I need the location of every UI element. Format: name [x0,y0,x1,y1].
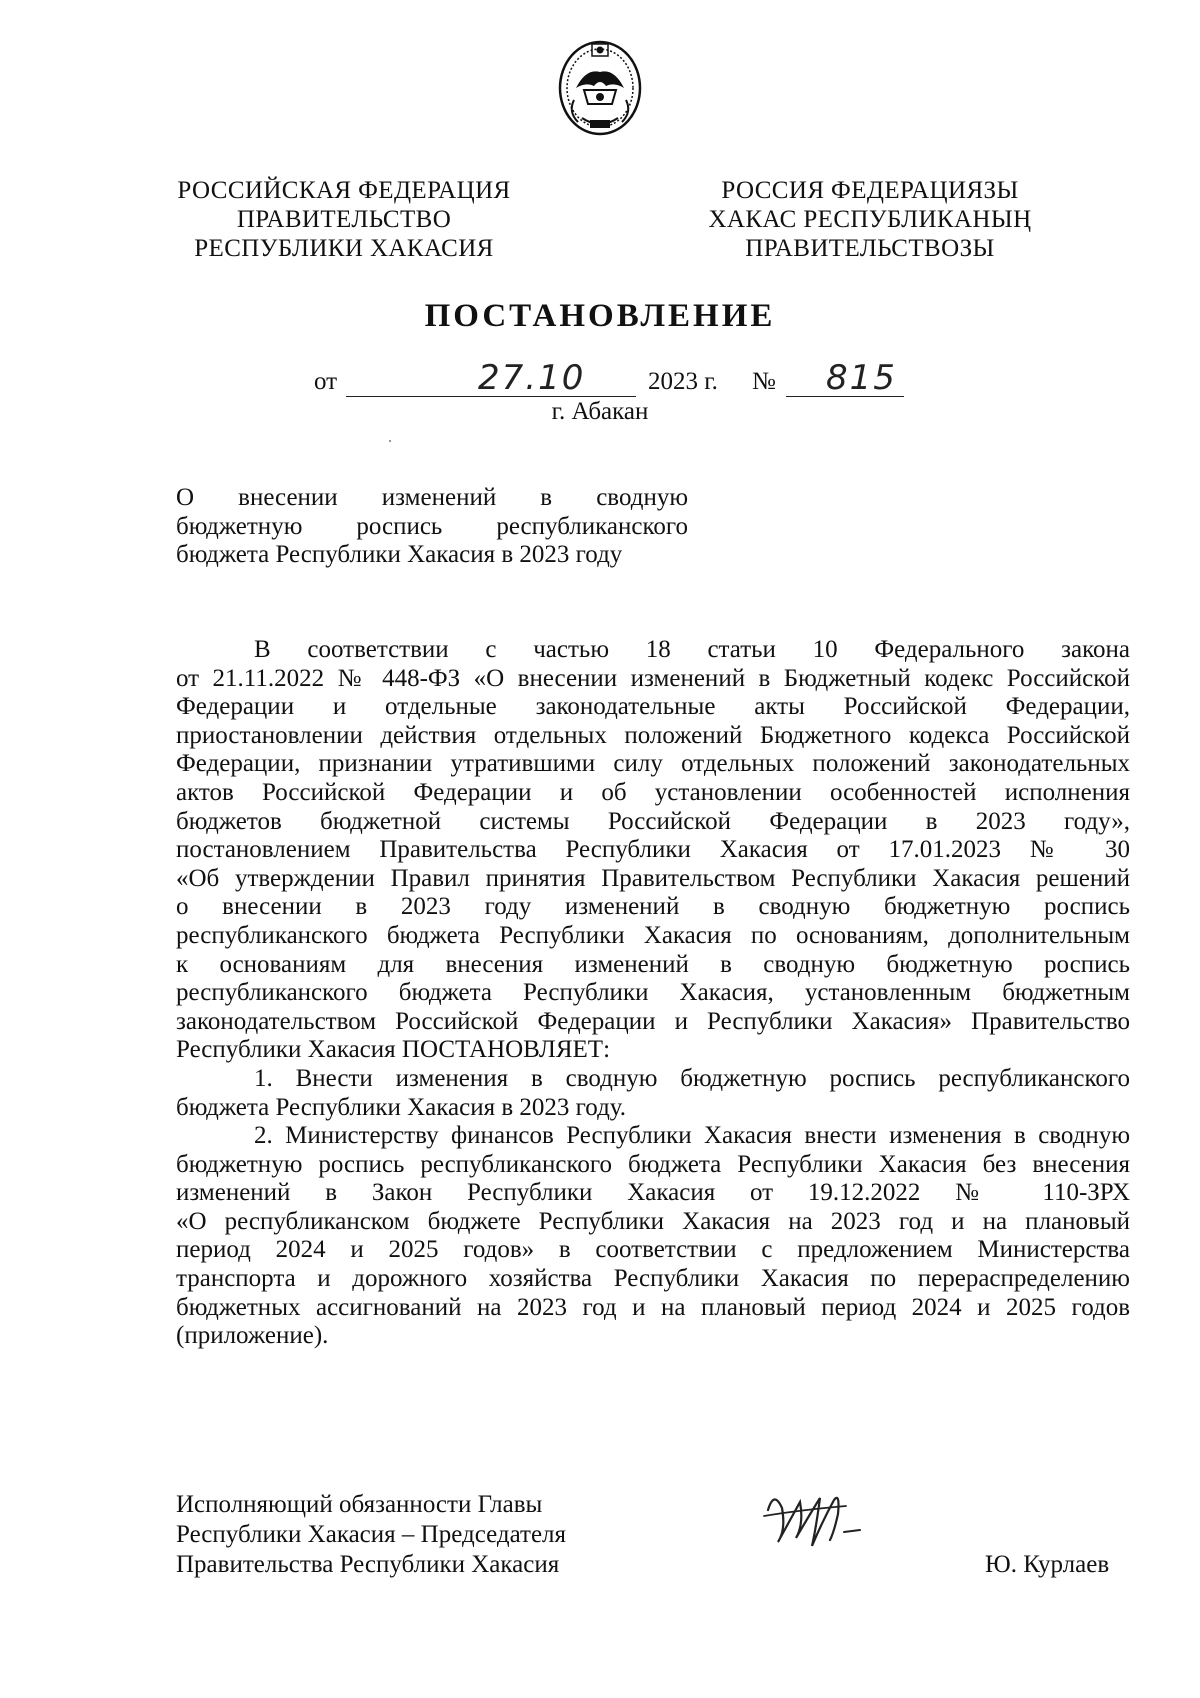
body-line: изменений в Закон Республики Хакасия от 19.12.2022 № 110-ЗРХ [176,1179,1130,1207]
coat-of-arms-icon [554,38,646,138]
body-line: к основаниям для внесения изменений в сводную бюджетную роспись [176,950,1130,978]
signer-name: Ю. Курлаев [985,1551,1110,1578]
document-title: ПОСТАНОВЛЕНИЕ [424,298,776,334]
body-line: Федерации и отдельные законодательные акты Российской Федерации, [176,693,1130,721]
body-line: «Об утверждении Правил принятия Правительством Республики Хакасия решений [176,864,1130,892]
header-left-line: РОССИЙСКАЯ ФЕДЕРАЦИЯ [177,177,511,204]
body-line: 2. Министерству финансов Республики Хакасия внести изменения в сводную [254,1122,1130,1150]
position-line: Правительства Республики Хакасия [176,1551,560,1578]
header-right-line: ПРАВИТЕЛЬСТВОЗЫ [745,235,995,262]
handwritten-date: 27.10 [478,358,586,398]
body-line: законодательством Российской Федерации и Республики Хакасия» Правительство [176,1007,1130,1035]
city-name: г. Абакан [551,398,649,425]
body-line: постановлением Правительства Республики Хакасия от 17.01.2023 № 30 [176,836,1130,864]
body-line: бюджета Республики Хакасия в 2023 году. [176,1093,627,1121]
date-prefix: от [314,368,338,395]
body-line: от 21.11.2022 № 448-ФЗ «О внесении изменений в Бюджетный кодекс Российской [176,664,1130,692]
body-line: 1. Внести изменения в сводную бюджетную роспись республиканского [254,1064,1130,1092]
signature-position [176,1490,616,1580]
body-line: транспорта и дорожного хозяйства Республики Хакасия по перераспределению [176,1265,1130,1293]
body-line: период 2024 и 2025 годов» в соответствии с предложением Министерства [176,1236,1130,1264]
position-line: Республики Хакасия – Председателя [176,1521,567,1548]
body-line: актов Российской Федерации и об установлении особенностей исполнения [176,778,1130,806]
handwritten-number: 815 [826,358,897,398]
body-line: республиканского бюджета Республики Хакасия по основаниям, дополнительным [176,921,1130,949]
body-line: приостановлении действия отдельных положений Бюджетного кодекса Российской [176,721,1130,749]
position-line: Исполняющий обязанности Главы [176,1491,543,1518]
body-line: Республики Хакасия ПОСТАНОВЛЯЕТ: [176,1036,611,1064]
subject-block [176,484,688,570]
header-left-block [134,176,554,263]
body-text [176,636,1130,1351]
subject-line: О внесении изменений в сводную [176,484,688,511]
body-line: В соответствии с частью 18 статьи 10 Федерального закона [254,636,1130,663]
body-line: Федерации, признании утратившими силу отдельных положений законодательных [176,750,1130,778]
handwritten-signature [760,1480,890,1560]
body-line: республиканского бюджета Республики Хакасия, установленным бюджетным [176,979,1130,1007]
body-line: бюджетов бюджетной системы Российской Федерации в 2023 году», [176,807,1130,835]
header-right-line: РОССИЯ ФЕДЕРАЦИЯЗЫ [721,177,1019,204]
header-left-line: ПРАВИТЕЛЬСТВО [236,206,452,233]
subject-line: бюджетную роспись республиканского [176,512,688,540]
body-line: «О республиканском бюджете Республики Хакасия на 2023 год и на плановый [176,1207,1130,1235]
header-right-line: ХАКАС РЕСПУБЛИКАНЫҢ [708,206,1032,233]
subject-line: бюджета Республики Хакасия в 2023 году [176,541,623,568]
header-left-line: РЕСПУБЛИКИ ХАКАСИЯ [194,235,494,262]
header-right-block [660,176,1080,263]
scan-speck [389,440,391,442]
body-line: (приложение). [176,1322,329,1350]
number-sign: № [752,368,776,395]
body-line: бюджетную роспись республиканского бюджета Республики Хакасия без внесения [176,1150,1130,1178]
body-line: о внесении в 2023 году изменений в сводную бюджетную роспись [176,893,1130,921]
body-line: бюджетных ассигнований на 2023 год и на плановый период 2024 и 2025 годов [176,1293,1130,1321]
date-year: 2023 г. [648,368,718,395]
